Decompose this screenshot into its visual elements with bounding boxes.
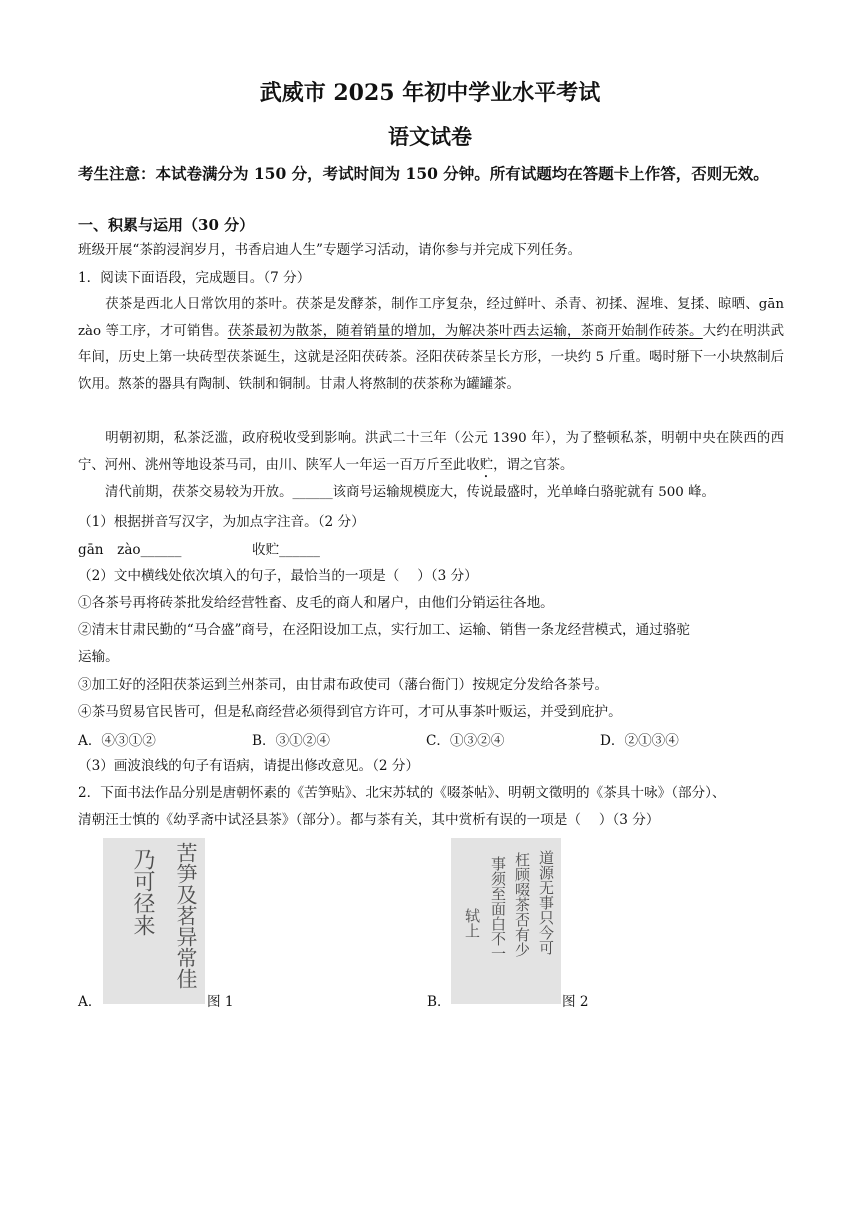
passage-paragraph-2 <box>78 426 784 481</box>
question-2-line-1: 2．下面书法作品分别是唐朝怀素的《苦笋贴》、北宋苏轼的《啜茶帖》、明朝文徵明的《茶具十咏》（部分）、 <box>78 785 726 801</box>
passage-text: 明朝初期，私茶泛滥，政府税收受到影响。洪武二十三年（公元 1390 年），为了整顿私茶，明朝中央在陕西的西宁、河州、洮州等地设茶马司，由川、陕军人一年运一百万斤至此收 <box>78 431 784 473</box>
section-heading: 一、积累与运用（30 分） <box>78 216 255 234</box>
subquestion-3: （3）画波浪线的句子有语病，请提出修改意见。（2 分） <box>78 758 420 774</box>
passage-paragraph-3 <box>78 480 784 507</box>
figure-2-caption: 图 2 <box>562 994 589 1010</box>
calligraphy-column: 轼上 <box>463 908 481 938</box>
passage-text: 大约在明洪武年间，历史上第一块砖型茯茶诞生，这就是泾阳茯砖茶。泾阳茯砖茶呈长方形，一块约 5 斤重。喝时掰下一小块熬制后饮用。熬茶的器具有陶制、铁制和铜制。甘肃人将熬制的茯茶称为罐罐茶。 <box>78 323 785 392</box>
passage-text: 清代前期，茯茶交易较为开放。 <box>105 485 293 500</box>
sentence-option-3: ③加工好的泾阳茯茶运到兰州茶司，由甘肃布政使司（藩台衙门）按规定分发给各茶号。 <box>78 677 609 693</box>
wavy-underlined-sentence: 茯茶最初为散茶，随着销量的增加，为解决茶叶西去运输，茶商开始制作砖茶。 <box>227 323 703 339</box>
passage-text: ，谓之官茶。 <box>493 457 574 473</box>
passage-text: 茯茶是西北人日常饮用的茶叶。茯茶是发酵茶，制作工序复杂，经过鲜叶、杀青、初揉、渥堆、复揉、晾晒、gān zào 等工序，才可销售。 <box>78 297 798 339</box>
section-intro: 班级开展“茶韵浸润岁月，书香启迪人生”专题学习活动，请你参与并完成下列任务。 <box>78 242 582 258</box>
choice-c: C．①③②④ <box>426 733 505 749</box>
calligraphy-column: 枉顾啜茶否有少 <box>513 852 531 957</box>
calligraphy-column: 道源无事只今可 <box>537 850 555 955</box>
calligraphy-image-1 <box>103 838 205 1004</box>
sentence-option-2: ②清末甘肃民勤的“马合盛”商号，在泾阳设加工点，实行加工、运输、销售一条龙经营模式，通过骆驼 <box>78 622 691 638</box>
passage-paragraph-1 <box>78 292 798 398</box>
choice-d: D．②①③④ <box>600 733 679 749</box>
pinyin-blank: gān zào______ <box>78 542 182 558</box>
subquestion-1: （1）根据拼音写汉字，为加点字注音。（2 分） <box>78 514 365 530</box>
choice-a: A．④③①② <box>78 733 156 749</box>
character-blank: 收贮______ <box>252 542 320 558</box>
subquestion-2: （2）文中横线处依次填入的句子，最恰当的一项是（ ）（3 分） <box>78 568 478 584</box>
option-a-label: A． <box>78 994 102 1010</box>
fill-blank: ______ <box>292 485 333 500</box>
dotted-character: 贮 <box>479 457 494 473</box>
exam-title: 武威市 2025 年初中学业水平考试 <box>259 80 601 106</box>
sentence-option-2-cont: 运输。 <box>78 649 119 665</box>
choice-b: B．③①②④ <box>252 733 330 749</box>
candidate-notice: 考生注意：本试卷满分为 150 分，考试时间为 150 分钟。所有试题均在答题卡上作答，否则无效。 <box>78 164 769 183</box>
option-b-label: B． <box>427 994 451 1010</box>
calligraphy-column: 事须至面白不一 <box>489 856 507 961</box>
calligraphy-image-2 <box>451 838 561 1004</box>
question-1-stem: 1．阅读下面语段，完成题目。（7 分） <box>78 270 311 286</box>
question-2-line-2: 清朝汪士慎的《幼孚斋中试泾县茶》（部分）。都与茶有关，其中赏析有误的一项是（ ）（3 分） <box>78 812 660 828</box>
calligraphy-column: 乃可径来 <box>130 848 155 936</box>
sentence-option-4: ④茶马贸易官民皆可，但是私商经营必须得到官方许可，才可从事茶叶贩运，并受到庇护。 <box>78 704 622 720</box>
exam-subtitle: 语文试卷 <box>388 124 472 149</box>
calligraphy-column: 苦笋及茗异常佳 <box>174 842 198 989</box>
passage-text: 该商号运输规模庞大，传说最盛时，光单峰白骆驼就有 500 峰。 <box>332 485 715 500</box>
figure-1-caption: 图 1 <box>207 994 234 1010</box>
sentence-option-1: ①各茶号再将砖茶批发给经营牲畜、皮毛的商人和屠户，由他们分销运往各地。 <box>78 595 554 611</box>
